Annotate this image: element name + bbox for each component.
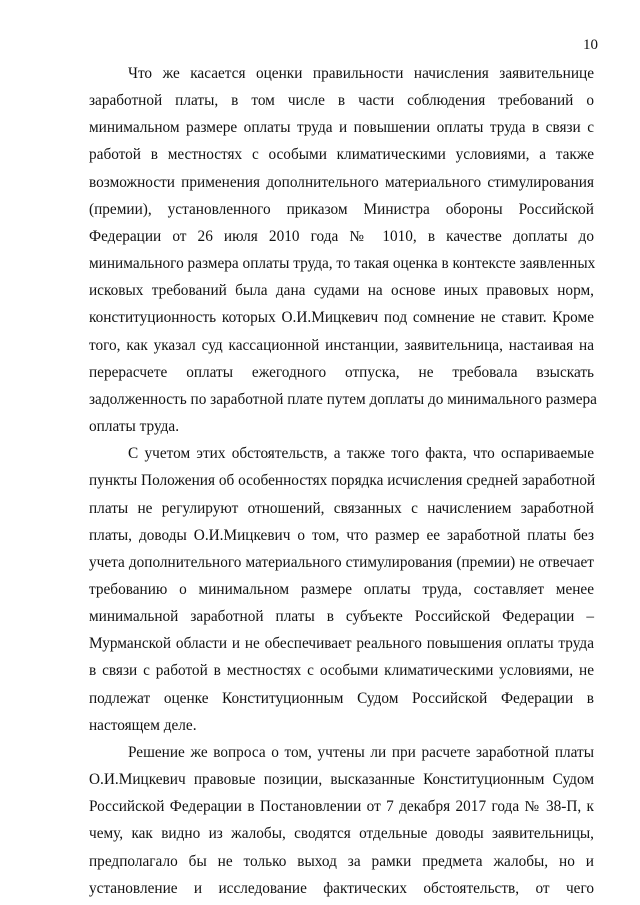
page-number: 10 [583, 37, 598, 53]
text-line: того, как указал суд кассационной инстанции, заявительница, настаивая на [89, 336, 594, 354]
paragraph [89, 440, 594, 739]
text-line: перерасчете оплаты ежегодного отпуска, не требовала взыскать [89, 363, 594, 381]
text-line: О.И.Мицкевич правовые позиции, высказанные Конституционным Судом [89, 771, 594, 789]
text-line: возможности применения дополнительного материального стимулирования [89, 173, 594, 191]
text-line: подлежат оценке Конституционным Судом Российской Федерации в [89, 689, 594, 707]
text-line: минимальной заработной платы в субъекте Российской Федерации – [89, 608, 594, 626]
text-line: С учетом этих обстоятельств, а также того факта, что оспариваемые [128, 445, 594, 463]
text-line: пункты Положения об особенностях порядка исчисления средней заработной [89, 472, 596, 490]
text-line: настоящем деле. [89, 716, 197, 734]
paragraph [89, 60, 597, 440]
text-line: предполагало бы не только выход за рамки предмета жалобы, но и [89, 852, 594, 870]
text-line: чему, как видно из жалобы, сводятся отдельные доводы заявительницы, [89, 825, 594, 843]
text-line: минимального размера оплаты труда, то такая оценка в контексте заявленных [89, 255, 596, 273]
text-line: платы, доводы О.И.Мицкевич о том, что размер ее заработной платы без [89, 526, 594, 544]
text-line: Мурманской области и не обеспечивает реального повышения оплаты труда [89, 635, 594, 653]
text-line: конституционность которых О.И.Мицкевич под сомнение не ставит. Кроме [89, 309, 594, 327]
text-line: Что же касается оценки правильности начисления заявительнице [128, 65, 594, 82]
document-body [89, 60, 597, 902]
paragraph [89, 739, 594, 902]
text-line: учета дополнительного материального стимулирования (премии) не отвечает [89, 553, 594, 571]
text-line: заработной платы, в том числе в части соблюдения требований о [89, 92, 594, 110]
text-line: исковых требований была дана судами на основе иных правовых норм, [89, 282, 594, 300]
text-line: платы не регулируют отношений, связанных с начислением заработной [89, 499, 594, 517]
text-line: Решение же вопроса о том, учтены ли при расчете заработной платы [128, 743, 594, 761]
text-line: оплаты труда. [89, 418, 180, 436]
text-line: работой в местностях с особыми климатическими условиями, а также [89, 146, 594, 164]
text-line: (премии), установленного приказом Министра обороны Российской [89, 200, 594, 218]
text-line: Федерации от 26 июля 2010 года № 1010, в качестве доплаты до [89, 227, 594, 245]
text-line: требованию о минимальном размере оплаты труда, составляет менее [89, 580, 594, 598]
text-line: минимальном размере оплаты труда и повышении оплаты труда в связи с [89, 119, 594, 137]
text-line: установление и исследование фактических обстоятельств, от чего [89, 879, 594, 897]
text-line: Российской Федерации в Постановлении от 7 декабря 2017 года № 38-П, к [89, 798, 594, 816]
text-line: задолженность по заработной плате путем доплаты до минимального размера [89, 390, 597, 408]
text-line: в связи с работой в местностях с особыми климатическими условиями, не [89, 662, 594, 680]
